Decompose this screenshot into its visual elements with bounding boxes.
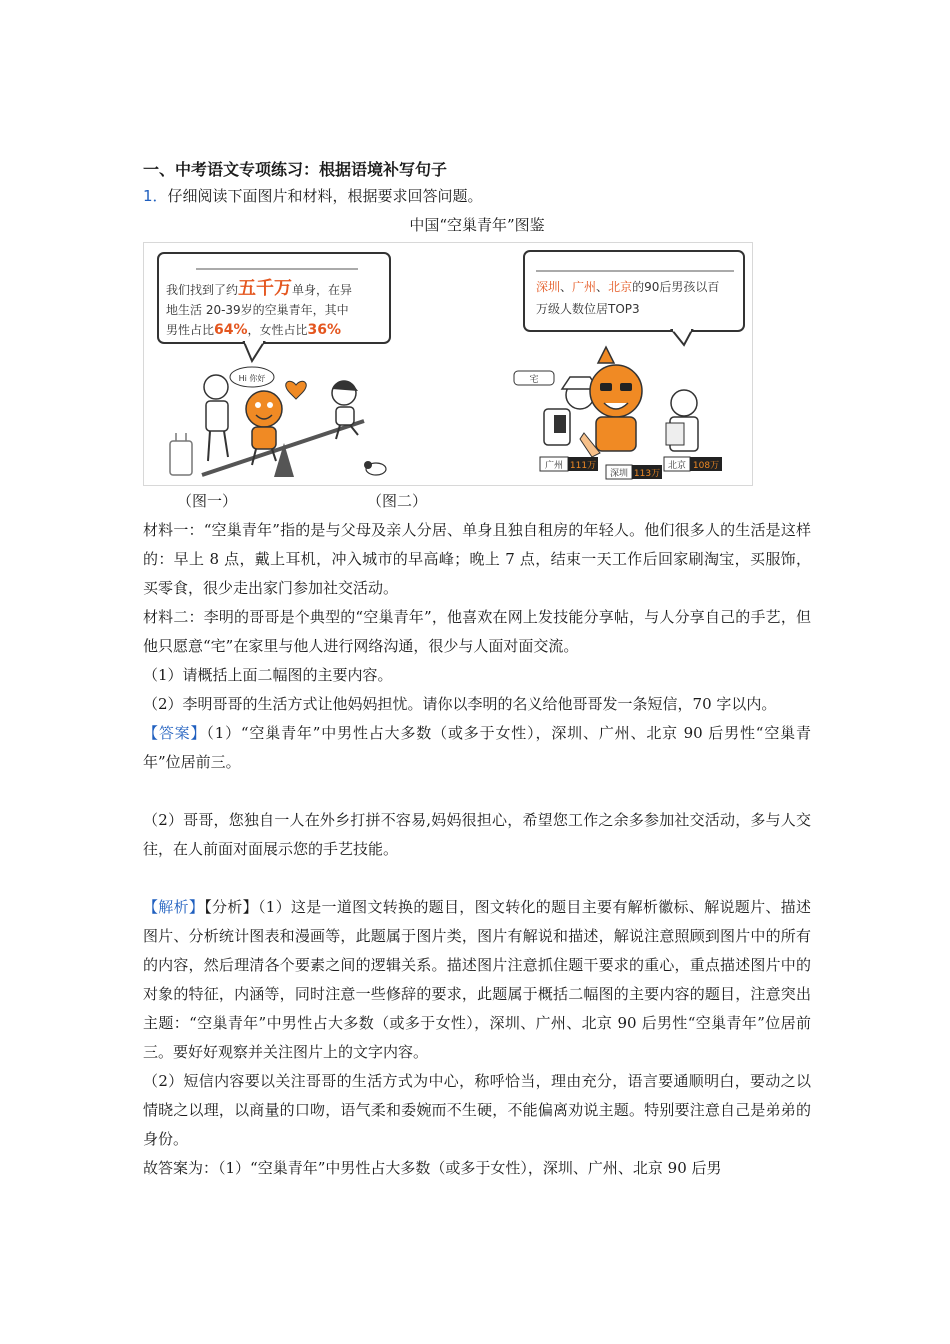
sub-question-1: （1）请概括上面二幅图的主要内容。: [143, 666, 393, 684]
answer-part-1-text: （1）“空巢青年”中男性占大多数（或多于女性），深圳、广州、北京 90 后男性“空巢青年”位居前三。: [143, 724, 811, 771]
bubble2-line2: 万级人数位居TOP3: [536, 302, 640, 316]
sub-question-2: （2）李明哥哥的生活方式让他妈妈担忧。请你以李明的名义给他哥哥发一条短信，70 字以内。: [143, 695, 777, 713]
question-number: 1．: [143, 187, 168, 205]
svg-text:深圳、广州、北京的90后男孩以百: [536, 279, 719, 294]
bubble1-text-b: 单身，在异: [292, 283, 353, 297]
city-tag-value: 108万: [692, 461, 720, 471]
seesaw-scene: [170, 367, 386, 477]
bubble2-rest: 的90后男孩以百: [632, 280, 720, 294]
speech-bubble-right: [524, 251, 744, 345]
figure-title: 中国“空巢青年”图鉴: [409, 216, 545, 234]
city-tag-value: 111万: [569, 461, 597, 471]
figure-caption-1: （图一）: [177, 492, 238, 510]
figure-captions: [143, 486, 811, 516]
group-scene: [514, 347, 698, 457]
bubble1-line2: 地生活 20-39岁的空巢青年，其中: [166, 303, 349, 317]
bubble1-text-c: 男性占比: [166, 323, 215, 337]
material-one: 材料一：“空巢青年”指的是与父母及亲人分居、单身且独自租房的年轻人。他们很多人的生活是这样的：早上 8 点，戴上耳机，冲入城市的早高峰；晚上 7 点，结束一天工作后回家刷淘宝，买服饰，买零食，很少走出家门参加社交活动。: [143, 521, 811, 597]
bubble2-city2: 广州: [572, 280, 597, 294]
city-tag-name: 北京: [667, 461, 687, 471]
bubble2-sep2: 、: [596, 280, 609, 294]
question-line: [143, 182, 811, 210]
answer-part-2: （2）哥哥，您独自一人在外乡打拼不容易,妈妈很担心，希望您工作之余多参加社交活动，多与人交往，在人前面对面展示您的手艺技能。: [143, 811, 811, 858]
analysis-label: 【解析】: [143, 898, 205, 916]
svg-text:男性占比64%，女性占比36%: [166, 322, 341, 338]
section-title: 一、中考语文专项练习：根据语境补写句子: [143, 160, 448, 179]
question-text: 仔细阅读下面图片和材料，根据要求回答问题。: [167, 187, 483, 205]
city-tag-beijing: [664, 457, 722, 471]
comic-figure: [143, 242, 753, 486]
analysis-part-2: （2）短信内容要以关注哥哥的生活方式为中心，称呼恰当，理由充分，语言要通顺明白，要动之以情晓之以理，以商量的口吻，语气柔和委婉而不生硬，不能偏离劝说主题。特别要注意自己是弟弟的身份。: [143, 1072, 811, 1148]
bubble1-highlight-number: 五千万: [238, 278, 293, 299]
analysis-sub-label: 【分析】: [204, 898, 258, 916]
city-tag-shenzhen: [606, 465, 662, 479]
figure-caption-2: （图二）: [367, 492, 428, 510]
spacer: [143, 864, 811, 893]
final-answer: 故答案为：（1）“空巢青年”中男性占大多数（或多于女性），深圳、广州、北京 90 后男: [143, 1159, 722, 1177]
analysis-part-1-text: （1）这是一道图文转换的题目，图文转化的题目主要有解析徽标、解说题片、描述图片、分析统计图表和漫画等，此题属于图片类，图片有解说和描述，解说注意照顾到图片中的所有的内容，然后理清各个要素之间的逻辑关系。描述图片注意抓住题干要求的重心，重点描述图片中的对象的特征，内涵等，同时注意一些修辞的要求，此题属于概括二幅图的主要内容的题目，注意突出主题：“空巢青年”中男性占大多数（或多于女性），深圳、广州、北京 90 后男性“空巢青年”位居前三。要好好观察并关注图片上的文字内容。: [143, 898, 811, 1061]
bubble1-female-pct: 36%: [307, 322, 342, 338]
speech-bubble-left: [158, 253, 390, 361]
bubble1-male-pct: 64%: [214, 322, 248, 338]
city-tag-name: 广州: [544, 461, 564, 471]
bubble2-sep1: 、: [560, 280, 573, 294]
bubble1-text-a: 我们找到了约: [166, 283, 239, 297]
analysis-part-1: [143, 893, 811, 1067]
comic-illustration: [144, 243, 752, 485]
document-page: [143, 158, 811, 1183]
hi-bubble-text: Hi 你好: [238, 374, 266, 383]
city-tag-value: 113万: [633, 469, 661, 479]
city-tag-name: 深圳: [609, 469, 629, 479]
answer-part-1: [143, 719, 811, 777]
answer-label: 【答案】: [143, 724, 207, 742]
material-two: 材料二：李明的哥哥是个典型的“空巢青年”，他喜欢在网上发技能分享帖，与人分享自己的手艺，但他只愿意“宅”在家里与他人进行网络沟通，很少与人面对面交流。: [143, 608, 811, 655]
spacer: [143, 777, 811, 806]
bubble1-text-d: ，女性占比: [247, 323, 308, 337]
city-tag-guangzhou: [540, 457, 598, 471]
bubble2-city3: 北京: [608, 280, 633, 294]
small-bubble-text: 宅: [529, 375, 539, 385]
bubble2-city1: 深圳: [536, 280, 561, 294]
